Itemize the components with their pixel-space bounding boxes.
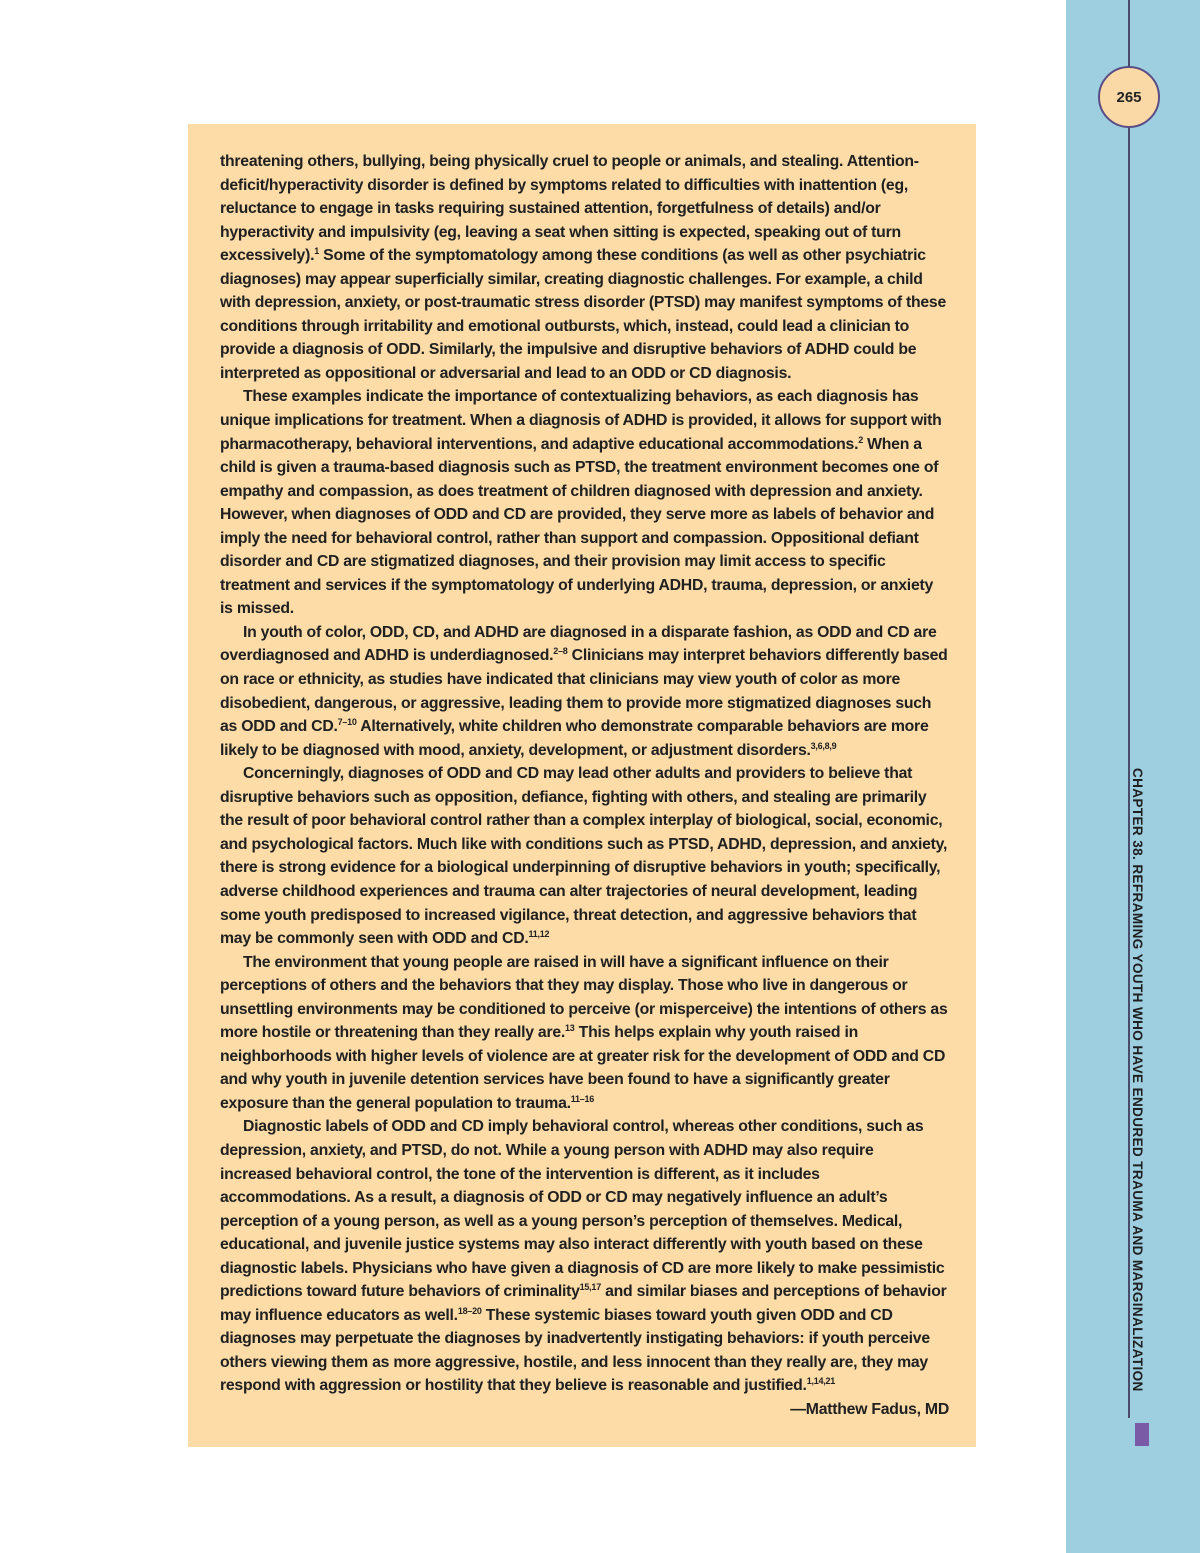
commentary-text bbox=[220, 150, 949, 1422]
paragraph: threatening others, bullying, being physically cruel to people or animals, and stealing. Attention-deficit/hyperactivity disorder is defined by symptoms related to difficulties with inattention (eg, reluctance to engage in tasks requiring sustained attention, forgetfulness of details) and/or hyperactivity and impulsivity (eg, leaving a seat when sitting is expected, speaking out of turn excessively).$^1$ Some of the symptomatology among these conditions (as well as other psychiatric diagnoses) may appear superficially similar, creating diagnostic challenges. For example, a child with depression, anxiety, or post-traumatic stress disorder (PTSD) may manifest symptoms of these conditions through irritability and emotional outbursts, which, instead, could lead a clinician to provide a diagnosis of ODD. Similarly, the impulsive and disruptive behaviors of ADHD could be interpreted as oppositional or adversarial and lead to an ODD or CD diagnosis. bbox=[220, 153, 947, 382]
paragraph: Concerningly, diagnoses of ODD and CD may lead other adults and providers to believe that disruptive behaviors such as opposition, defiance, fighting with others, and stealing are primarily the result of poor behavioral control rather than a complex interplay of biological, social, economic, and psychological factors. Much like with conditions such as PTSD, ADHD, depression, and anxiety, there is strong evidence for a biological underpinning of disruptive behaviors in youth; specifically, adverse childhood experiences and trauma can alter trajectories of neural development, leading some youth predisposed to increased vigilance, threat detection, and aggressive behaviors that may be commonly seen with ODD and CD.$^{11,12}$ bbox=[220, 765, 948, 948]
citation-ref[interactable]: 15,17 bbox=[579, 1282, 601, 1293]
citation-ref[interactable]: 1 bbox=[314, 246, 320, 257]
citation-ref[interactable]: 13 bbox=[565, 1023, 575, 1034]
paragraph: These examples indicate the importance of contextualizing behaviors, as each diagnosis has unique implications for treatment. When a diagnosis of ADHD is provided, it allows for support with pharmacotherapy, behavioral interventions, and adaptive educational accommodations.$^2$ When a child is given a trauma-based diagnosis such as PTSD, the treatment environment becomes one of empathy and compassion, as does treatment of children diagnosed with depression and anxiety. However, when diagnoses of ODD and CD are provided, they serve more as labels of behavior and imply the need for behavioral control, rather than support and compassion. Oppositional defiant disorder and CD are stigmatized diagnoses, and their provision may limit access to specific treatment and services if the symptomatology of underlying ADHD, trauma, depression, or anxiety is missed. bbox=[220, 388, 942, 618]
citation-ref[interactable]: 1,14,21 bbox=[806, 1376, 835, 1387]
citation-ref[interactable]: 7–10 bbox=[337, 717, 357, 728]
citation-ref[interactable]: 18–20 bbox=[457, 1305, 482, 1316]
page-number-badge bbox=[1098, 66, 1160, 128]
page-number: 265 bbox=[1116, 88, 1142, 106]
citation-ref[interactable]: 11–16 bbox=[570, 1093, 595, 1104]
paragraph: The environment that young people are raised in will have a significant influence on their perceptions of others and the behaviors that they may display. Those who live in dangerous or unsettling environments may be conditioned to perceive (or misperceive) the intentions of others as more hostile or threatening than they really are.$^{13}$ This helps explain why youth raised in neighborhoods with higher levels of violence are at greater risk for the development of ODD and CD and why youth in juvenile detention services have been found to have a significantly greater exposure than the general population to trauma.$^{11-16}$ bbox=[220, 953, 948, 1112]
citation-ref[interactable]: 2 bbox=[858, 434, 863, 445]
paragraph: In youth of color, ODD, CD, and ADHD are diagnosed in a disparate fashion, as ODD and CD are overdiagnosed and ADHD is underdiagnosed.$^{2-8}$ Clinicians may interpret behaviors differently based on race or ethnicity, as studies have indicated that clinicians may view youth of color as more disobedient, dangerous, or aggressive, leading them to provide more stigmatized diagnoses such as ODD and CD.$^{7-10}$ Alternatively, white children who demonstrate comparable behaviors are more likely to be diagnosed with mood, anxiety, development, or adjustment disorders.$^{3,6,8,9}$ bbox=[220, 623, 948, 759]
citation-ref[interactable]: 3,6,8,9 bbox=[810, 740, 837, 751]
paragraph: Diagnostic labels of ODD and CD imply behavioral control, whereas other conditions, such as depression, anxiety, and PTSD, do not. While a young person with ADHD may also require increased behavioral control, the tone of the intervention is different, as it includes accommodations. As a result, a diagnosis of ODD or CD may negatively influence an adult’s perception of a young person, as well as a young person’s perception of themselves. Medical, educational, and juvenile justice systems may also interact differently with youth based on these diagnostic labels. Physicians who have given a diagnosis of CD are more likely to make pessimistic predictions toward future behaviors of criminality$^{15,17}$ and similar biases and perceptions of behavior may influence educators as well.$^{18-20}$ These systemic biases toward youth given ODD and CD diagnoses may perpetuate the diagnoses by inadvertently instigating behaviors: if youth perceive others viewing them as more aggressive, hostile, and less innocent than they really are, they may respond with aggression or hostility that they believe is reasonable and justified.$^{1,14,21}$ bbox=[220, 1118, 947, 1395]
citation-ref[interactable]: 2–8 bbox=[553, 646, 568, 657]
author-signature: —Matthew Fadus, MD bbox=[790, 1400, 949, 1418]
chapter-running-title: CHAPTER 38. REFRAMING YOUTH WHO HAVE ENDURED TRAUMA AND MARGINALIZATION bbox=[1130, 768, 1145, 1392]
chapter-color-marker bbox=[1135, 1423, 1149, 1446]
citation-ref[interactable]: 11,12 bbox=[528, 929, 550, 940]
